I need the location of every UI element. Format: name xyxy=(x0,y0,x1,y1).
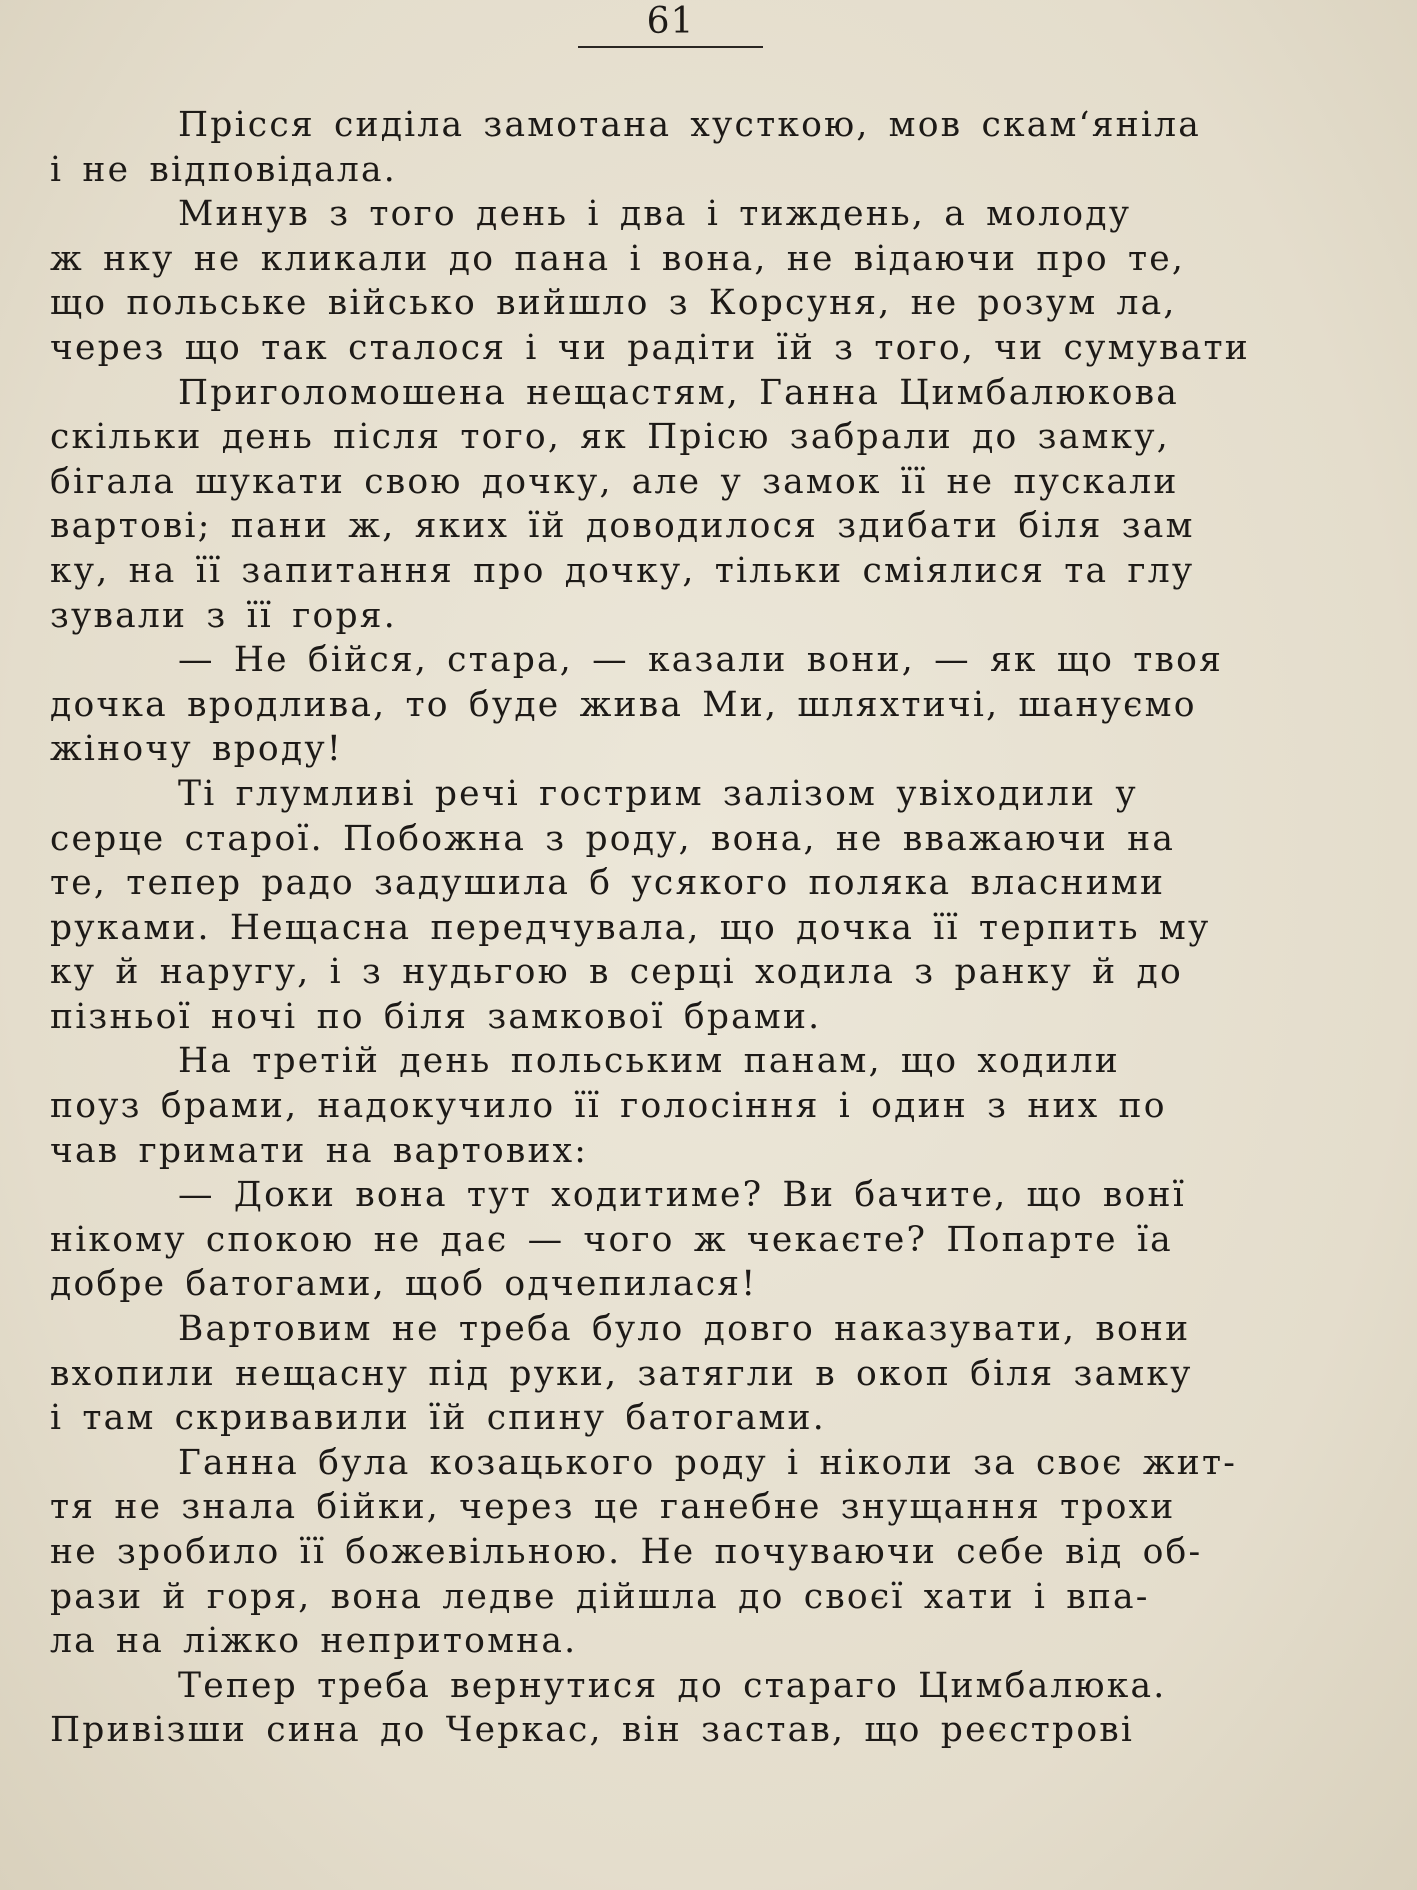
text-line: ж нку не кликали до пана і вона, не відаючи про те, xyxy=(50,238,1186,279)
text-line: нікому спокою не дає — чого ж чекаєте? Попарте їа xyxy=(50,1219,1173,1260)
text-line: тя не знала бійки, через це ганебне знущання трохи xyxy=(50,1487,1176,1528)
text-line: Ті глумливі речі гострим залізом увіходили у xyxy=(178,773,1138,814)
text-line: через що так сталося і чи радіти їй з того, чи сумувати xyxy=(50,327,1250,368)
text-line: що польське військо вийшло з Корсуня, не розум ла, xyxy=(50,283,1177,324)
text-line: вартові; пани ж, яких їй доводилося здибати біля зам xyxy=(50,506,1195,547)
text-line: Прісся сиділа замотана хусткою, мов скам‘яніла xyxy=(178,105,1201,145)
text-line: На третій день польським панам, що ходили xyxy=(178,1041,1120,1082)
text-line: дочка вродлива, то буде жива Ми, шляхтичі, шануємо xyxy=(50,684,1197,725)
text-line: поуз брами, надокучило її голосіння і один з них по xyxy=(50,1086,1167,1127)
text-line: Приголомошена нещастям, Ганна Цимбалюкова xyxy=(178,372,1179,413)
text-line: ку, на її запитання про дочку, тільки сміялися та глу xyxy=(50,550,1195,591)
text-line: чав гримати на вартових: xyxy=(50,1130,589,1171)
text-line: жіночу вроду! xyxy=(50,729,343,770)
text-line: — Доки вона тут ходитиме? Ви бачите, що вонї xyxy=(178,1175,1186,1216)
text-line: ла на ліжко непритомна. xyxy=(50,1621,578,1662)
text-line: Ганна була козацького роду і ніколи за своє жит- xyxy=(178,1442,1238,1483)
text-line: Тепер треба вернутися до стараго Цимбалюка. xyxy=(178,1665,1167,1706)
body-text xyxy=(50,103,1300,1753)
page-number-rule xyxy=(578,46,763,48)
text-line: Вартовим не треба було довго наказувати, вони xyxy=(178,1309,1191,1350)
text-line: — Не бійся, стара, — казали вони, — як що твоя xyxy=(178,640,1224,681)
text-line: пізньої ночі по біля замкової брами. xyxy=(50,996,822,1037)
text-line: рази й горя, вона ледве дійшла до своєї хати і впа- xyxy=(50,1576,1150,1617)
text-line: добре батогами, щоб одчепилася! xyxy=(50,1264,758,1305)
text-line: зували з її горя. xyxy=(50,595,397,636)
text-line: те, тепер радо задушила б усякого поляка власними xyxy=(50,863,1166,904)
text-line: Привізши сина до Черкас, він застав, що реєстрові xyxy=(50,1710,1135,1751)
text-line: серце старої. Побожна з роду, вона, не вважаючи на xyxy=(50,818,1176,859)
text-line: бігала шукати свою дочку, але у замок її не пускали xyxy=(50,461,1179,502)
text-line: скільки день після того, як Прісю забрали до замку, xyxy=(50,417,1170,458)
page-number: 61 xyxy=(646,1,695,42)
text-line: і не відповідала. xyxy=(50,149,397,190)
text-line: ку й наругу, і з нудьгою в серці ходила з ранку й до xyxy=(50,952,1183,993)
text-line: руками. Нещасна передчувала, що дочка її терпить му xyxy=(50,907,1211,948)
text-line: і там скривавили їй спину батогами. xyxy=(50,1398,826,1439)
text-line: Минув з того день і два і тиждень, а молоду xyxy=(178,194,1132,235)
text-line: не зробило її божевільною. Не почуваючи себе від об- xyxy=(50,1532,1203,1572)
text-line: вхопили нещасну під руки, затягли в окоп біля замку xyxy=(50,1353,1193,1394)
